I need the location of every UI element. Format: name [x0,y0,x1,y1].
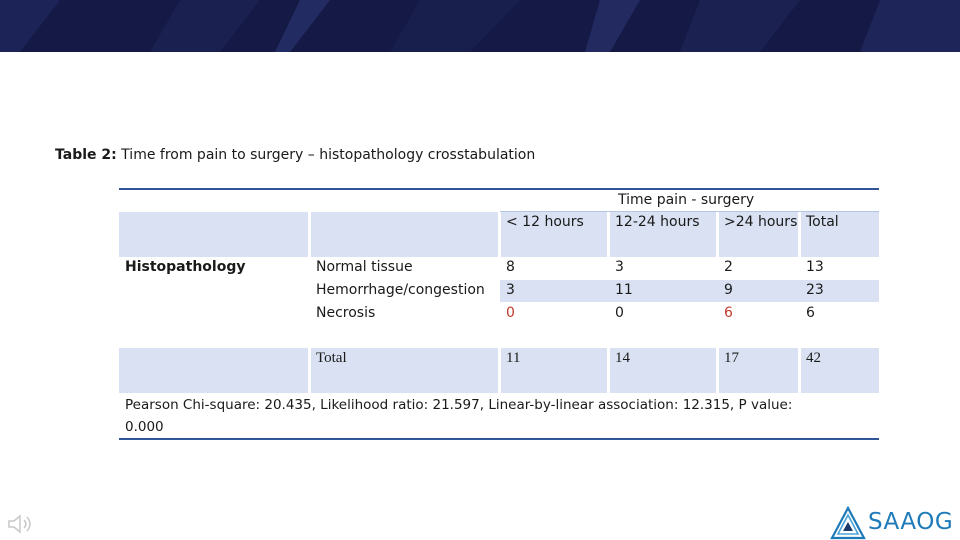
logo-text: SAAOG [868,509,954,535]
col-header-lt12: < 12 hours [506,214,584,230]
row-label-hemorrhage: Hemorrhage/congestion [316,282,485,298]
speaker-icon[interactable] [6,512,36,536]
cell-normal-12-24: 3 [615,259,624,275]
col-header-12-24: 12-24 hours [615,214,700,230]
total-lt12: 11 [506,350,521,366]
banner-decoration [0,0,960,52]
row-label-necrosis: Necrosis [316,305,376,321]
table-caption [55,147,535,163]
cell-hemorrhage-12-24: 11 [615,282,633,298]
col-gap-6 [308,348,311,393]
col-gap-10 [798,348,801,393]
cell-necrosis-12-24: 0 [615,305,624,321]
row-group-label: Histopathology [125,259,246,275]
cell-normal-lt12: 8 [506,259,515,275]
col-gap-3 [607,212,610,257]
table-bottom-rule [119,438,879,440]
footnote-line-2: 0.000 [125,419,164,435]
col-gap-8 [607,348,610,393]
cell-normal-total: 13 [806,259,824,275]
footnote-line-1: Pearson Chi-square: 20.435, Likelihood ratio: 21.597, Linear-by-linear association: 12.315, P value: [125,397,793,413]
saaog-triangle-icon [830,506,866,540]
cell-normal-gt24: 2 [724,259,733,275]
total-12-24: 14 [615,350,630,366]
cell-hemorrhage-total: 23 [806,282,824,298]
caption-text: Time from pain to surgery – histopathology crosstabulation [116,147,536,163]
total-gt24: 17 [724,350,739,366]
total-grand: 42 [806,350,821,366]
col-gap-4 [716,212,719,257]
row-label-normal: Normal tissue [316,259,413,275]
cell-necrosis-gt24: 6 [724,305,733,321]
group-header: Time pain - surgery [618,192,755,208]
col-gap-5 [798,212,801,257]
col-gap-2 [498,212,501,257]
total-row-label: Total [316,350,347,366]
cell-necrosis-lt12: 0 [506,305,515,321]
col-header-gt24: >24 hours [724,214,798,230]
col-gap-7 [498,348,501,393]
col-gap-9 [716,348,719,393]
cell-hemorrhage-lt12: 3 [506,282,515,298]
header-banner [0,0,960,52]
cell-necrosis-total: 6 [806,305,815,321]
cell-hemorrhage-gt24: 9 [724,282,733,298]
table-top-rule [119,188,879,190]
col-gap-1 [308,212,311,257]
caption-label: Table 2: [55,147,117,163]
col-header-total: Total [806,214,839,230]
